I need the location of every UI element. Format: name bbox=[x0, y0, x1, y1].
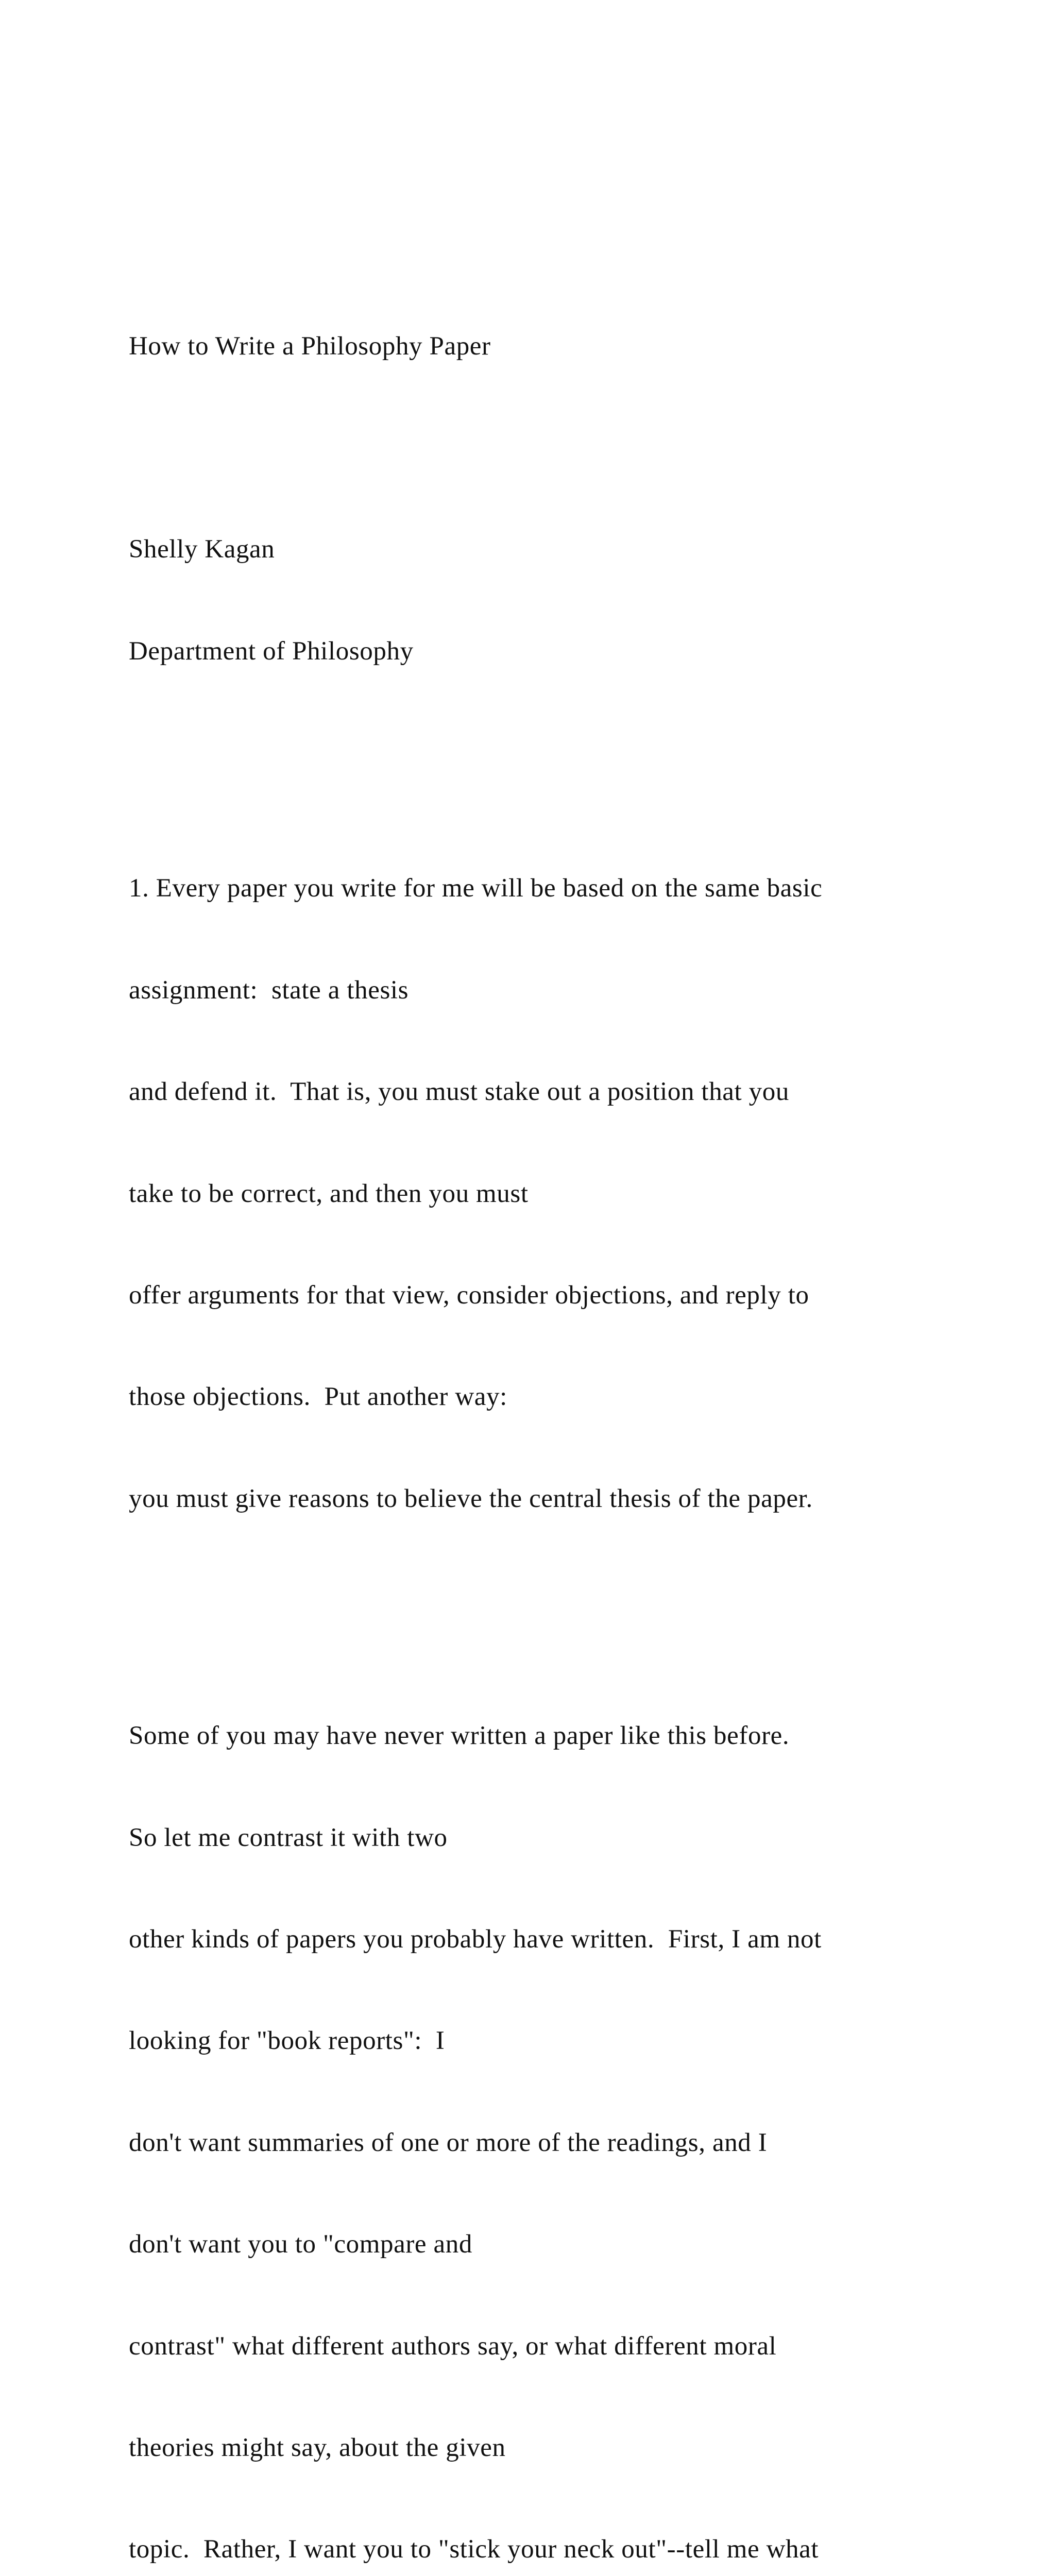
document-body bbox=[129, 262, 974, 2576]
paragraph-2-line: Some of you may have never written a paper like this before. bbox=[129, 1721, 790, 1751]
blank-line bbox=[129, 1584, 974, 1618]
paragraph-1-line: assignment: state a thesis bbox=[129, 975, 409, 1005]
paragraph-2-line: other kinds of papers you probably have written. First, I am not bbox=[129, 1925, 822, 1954]
paragraph-2-line: looking for "book reports": I bbox=[129, 2026, 445, 2056]
paragraph-1-line: those objections. Put another way: bbox=[129, 1382, 507, 1412]
paragraph-1-line: you must give reasons to believe the central thesis of the paper. bbox=[129, 1484, 813, 1513]
paragraph-1-line: 1. Every paper you write for me will be based on the same basic bbox=[129, 874, 823, 903]
author-name: Shelly Kagan bbox=[129, 535, 275, 564]
paragraph-2-line: don't want summaries of one or more of the readings, and I bbox=[129, 2128, 768, 2157]
document-title: How to Write a Philosophy Paper bbox=[129, 331, 491, 361]
paragraph-2-line: theories might say, about the given bbox=[129, 2433, 506, 2462]
blank-line bbox=[129, 736, 974, 770]
paragraph-2-line: don't want you to "compare and bbox=[129, 2230, 472, 2259]
paragraph-2-line: topic. Rather, I want you to "stick your neck out"--tell me what bbox=[129, 2535, 819, 2564]
blank-line bbox=[129, 431, 974, 465]
paragraph-1-line: offer arguments for that view, consider objections, and reply to bbox=[129, 1280, 809, 1310]
paragraph-1-line: take to be correct, and then you must bbox=[129, 1179, 529, 1208]
paragraph-1-line: and defend it. That is, you must stake out a position that you bbox=[129, 1077, 789, 1107]
paragraph-2-line: So let me contrast it with two bbox=[129, 1823, 448, 1852]
paragraph-2-line: contrast" what different authors say, or what different moral bbox=[129, 2331, 777, 2361]
department-name: Department of Philosophy bbox=[129, 636, 414, 666]
